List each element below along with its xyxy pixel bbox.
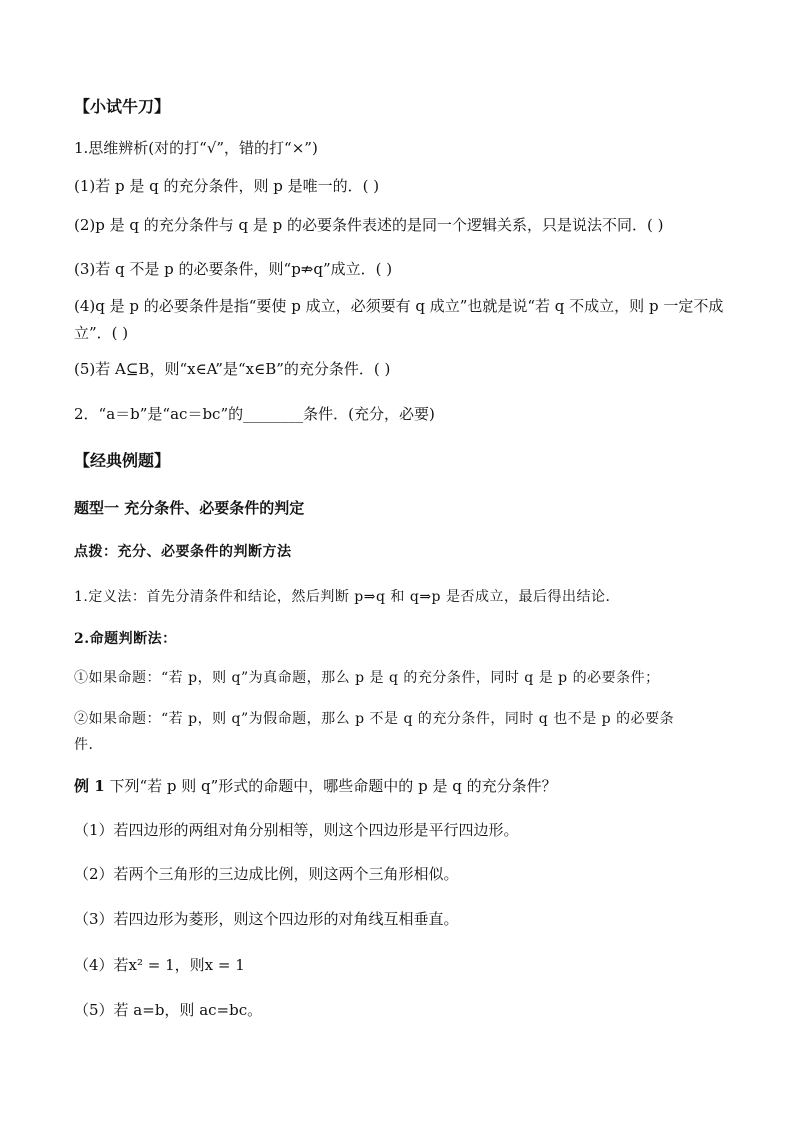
question-1-intro: 1.思维辨析(对的打“√”，错的打“×”) [74,139,318,157]
judgement-item-5: (5)若 A⊆B，则“x∈A”是“x∈B”的充分条件．( ) [74,360,391,378]
judgement-item-1: (1)若 p 是 q 的充分条件，则 p 是唯一的．( ) [74,177,380,195]
judgement-item-2: (2)p 是 q 的充分条件与 q 是 p 的必要条件表述的是同一个逻辑关系，只是说法不同．( ) [74,216,664,234]
judgement-item-4-line2: 立”．( ) [74,324,129,342]
example-item-5: （5）若 a=b，则 ac=bc。 [74,1001,263,1019]
example-item-3: （3）若四边形为菱形，则这个四边形的对角线互相垂直。 [74,910,459,928]
judgement-item-4-line1: (4)q 是 p 的必要条件是指“要使 p 成立，必须要有 q 成立”也就是说“若 q 不成立，则 p 一定不成 [74,297,724,315]
example-1-question [74,776,557,796]
example-item-2: （2）若两个三角形的三边成比例，则这两个三角形相似。 [74,865,459,883]
section-heading-practice: 【小试牛刀】 [74,97,171,116]
method-proposition: 2.命题判断法： [74,631,177,647]
case-false-proposition-line1: ②如果命题：“若 p，则 q”为假命题，那么 p 不是 q 的充分条件，同时 q 也不是 p 的必要条 [74,711,675,727]
case-true-proposition: ①如果命题：“若 p，则 q”为真命题，那么 p 是 q 的充分条件，同时 q 是 p 的必要条件； [74,670,660,686]
case-false-proposition-line2: 件． [74,737,103,753]
example-item-4: （4）若x² = 1，则x = 1 [74,956,245,974]
section-heading-examples: 【经典例题】 [74,451,171,470]
method-definition: 1.定义法：首先分清条件和结论，然后判断 p⇒q 和 q⇒p 是否成立，最后得出结论． [74,589,620,605]
question-2: 2．“a＝b”是“ac＝bc”的________条件．(充分，必要) [74,405,435,423]
example-item-1: （1）若四边形的两组对角分别相等，则这个四边形是平行四边形。 [74,821,519,839]
judgement-item-3: (3)若 q 不是 p 的必要条件，则“p⇏q”成立．( ) [74,260,393,278]
example-label: 例 1 [74,777,105,795]
type-title: 题型一 充分条件、必要条件的判定 [74,499,305,517]
tip-title: 点拨：充分、必要条件的判断方法 [74,544,292,560]
example-question-text: 下列“若 p 则 q”形式的命题中，哪些命题中的 p 是 q 的充分条件？ [109,777,557,795]
